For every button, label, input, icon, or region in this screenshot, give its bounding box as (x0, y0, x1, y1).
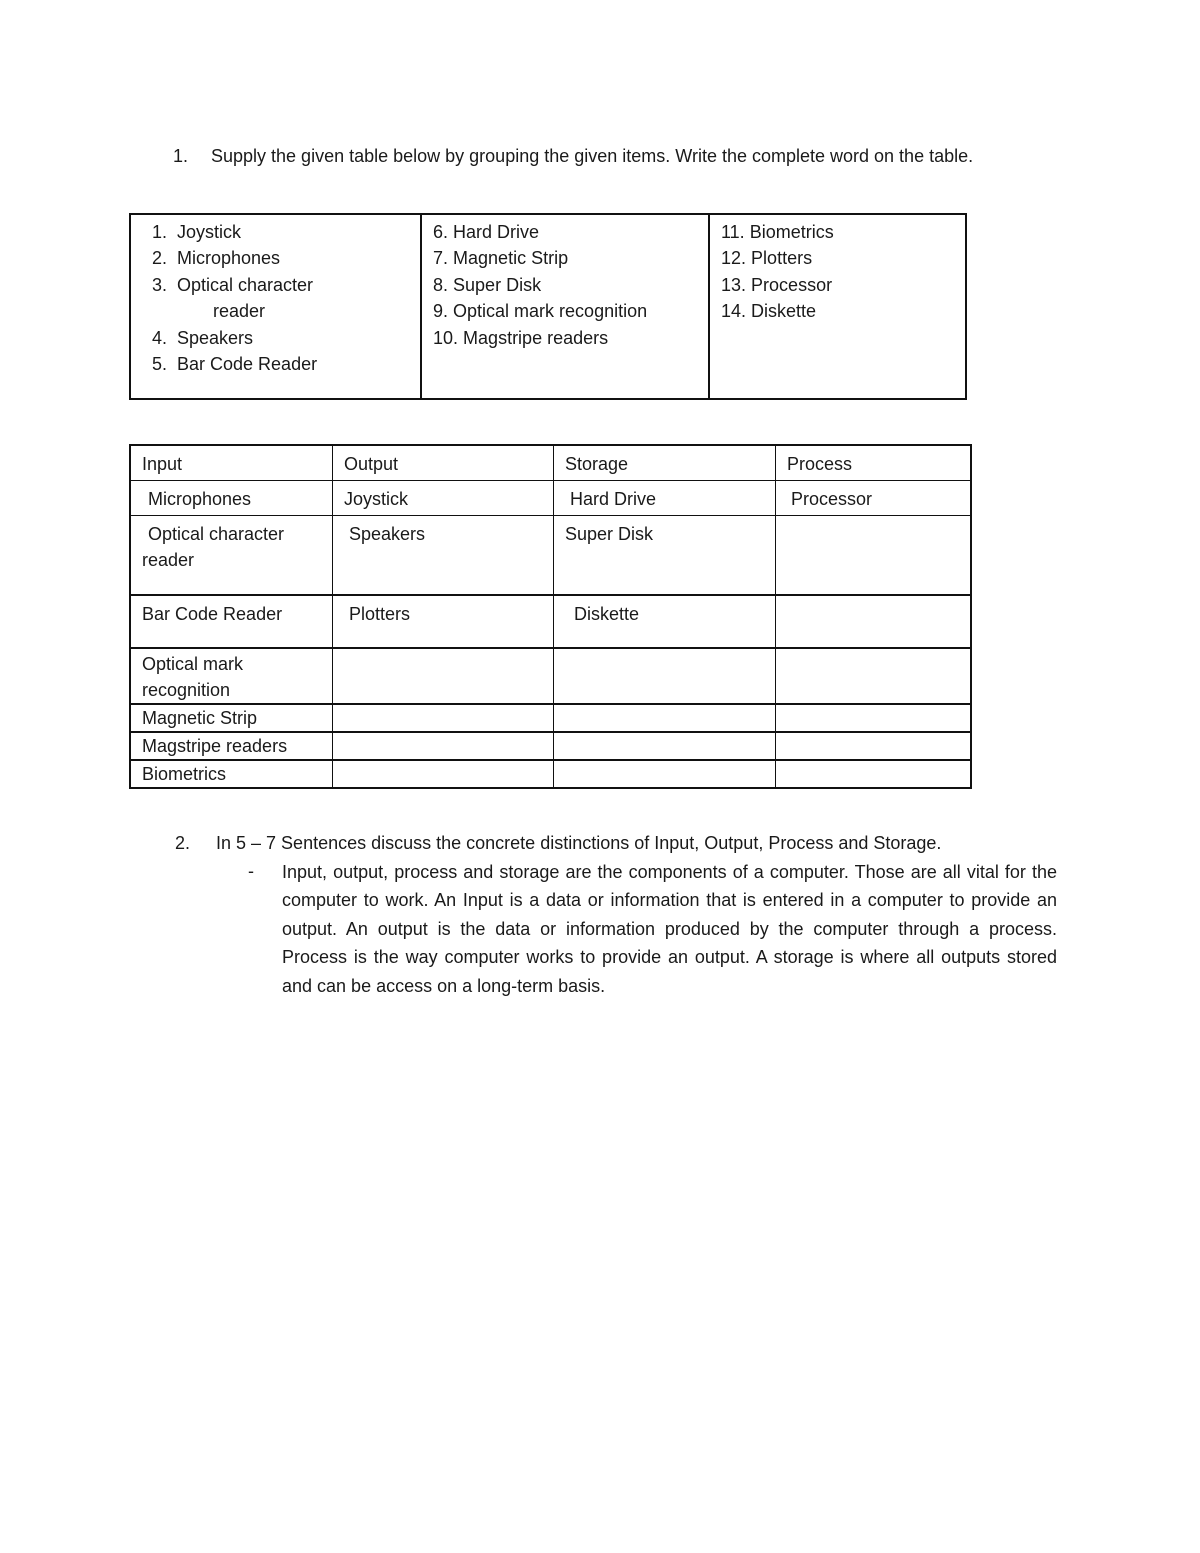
list-item (422, 245, 708, 271)
item-label: Processor (751, 274, 833, 295)
table-cell (554, 732, 776, 760)
item-number: 8. (433, 274, 449, 295)
table-cell: Optical character reader (130, 515, 333, 595)
item-label-continuation: reader (213, 301, 266, 322)
table-cell: Biometrics (130, 760, 333, 788)
grouping-table (129, 444, 972, 789)
table-row (130, 595, 971, 648)
item-label: Diskette (751, 301, 817, 322)
table-row (130, 732, 971, 760)
table-row (130, 704, 971, 732)
item-number: 6. (433, 222, 449, 242)
item-number: 12. (721, 248, 747, 269)
question-1-text: Supply the given table below by grouping the given items. Write the complete word on the table. (211, 146, 974, 166)
item-label: Plotters (751, 248, 813, 269)
question-2-number: 2. (175, 833, 191, 853)
item-number: 2. (151, 248, 167, 269)
header-output: Output (333, 445, 554, 480)
table-cell (776, 648, 972, 704)
item-number: 3. (151, 274, 167, 295)
list-item (131, 351, 420, 377)
list-item (131, 325, 420, 351)
item-number: 4. (151, 327, 167, 348)
item-label: Optical character (177, 274, 314, 295)
list-item (422, 272, 708, 298)
item-number: 7. (433, 248, 449, 269)
table-cell: Processor (776, 480, 972, 515)
table-cell (554, 704, 776, 732)
table-cell (554, 760, 776, 788)
table-cell (554, 648, 776, 704)
table-cell: Magnetic Strip (130, 704, 333, 732)
item-label: Bar Code Reader (177, 354, 318, 375)
question-2-text: In 5 – 7 Sentences discuss the concrete distinctions of Input, Output, Process and Storage. (216, 833, 942, 853)
list-item (710, 245, 965, 271)
table-cell (333, 760, 554, 788)
item-label: Optical mark recognition (453, 301, 648, 322)
item-number: 10. (433, 327, 459, 348)
table-cell (776, 732, 972, 760)
table-cell: Microphones (130, 480, 333, 515)
table-cell: Optical mark recognition (130, 648, 333, 704)
list-item (710, 272, 965, 298)
list-item (131, 245, 420, 271)
list-item (131, 272, 420, 298)
answer-bullet: - (248, 861, 254, 881)
table-row (130, 648, 971, 704)
item-label: Joystick (177, 222, 242, 242)
header-process: Process (776, 445, 972, 480)
table-cell (333, 732, 554, 760)
item-label: Super Disk (453, 274, 542, 295)
table-cell: Bar Code Reader (130, 595, 333, 648)
item-label: Magnetic Strip (453, 248, 569, 269)
list-item (710, 219, 965, 245)
table-cell (776, 760, 972, 788)
item-number: 9. (433, 301, 449, 322)
list-item (422, 325, 708, 351)
header-input: Input (130, 445, 333, 480)
table-cell: Magstripe readers (130, 732, 333, 760)
table-cell: Diskette (554, 595, 776, 648)
table-cell (776, 515, 972, 595)
table-row (130, 760, 971, 788)
table-cell (776, 595, 972, 648)
item-label: Speakers (177, 327, 254, 348)
list-item (710, 298, 965, 324)
table-cell (333, 648, 554, 704)
item-label: Biometrics (749, 222, 834, 242)
question-1-number: 1. (173, 146, 189, 166)
table-cell (333, 704, 554, 732)
item-label: Microphones (177, 248, 281, 269)
items-column-1 (130, 214, 421, 399)
item-number: 5. (151, 354, 167, 375)
item-label: Magstripe readers (463, 327, 609, 348)
items-table (129, 213, 967, 400)
table-cell: Super Disk (554, 515, 776, 595)
table-row (130, 480, 971, 515)
items-column-3 (709, 214, 966, 399)
question-2-answer: Input, output, process and storage are the components of a computer. Those are all vital for the computer to work. An Input is a data or information that is entered in a computer to provide an output. An output is the data or information produced by the computer through a process. Process is the way computer works to provide an output. A storage is where all outputs stored and can be access on a long-term basis. (282, 862, 1057, 996)
table-cell (776, 704, 972, 732)
item-label: Hard Drive (453, 222, 540, 242)
table-cell: Joystick (333, 480, 554, 515)
item-number: 1. (151, 222, 167, 242)
table-cell: Hard Drive (554, 480, 776, 515)
item-number: 14. (721, 301, 747, 322)
table-cell: Plotters (333, 595, 554, 648)
list-item (131, 219, 420, 245)
list-item (422, 298, 708, 324)
table-header-row (130, 445, 971, 480)
table-row (130, 515, 971, 595)
item-number: 11. (721, 222, 745, 242)
list-item (422, 219, 708, 245)
items-column-2 (421, 214, 709, 399)
item-number: 13. (721, 274, 747, 295)
header-storage: Storage (554, 445, 776, 480)
table-cell: Speakers (333, 515, 554, 595)
